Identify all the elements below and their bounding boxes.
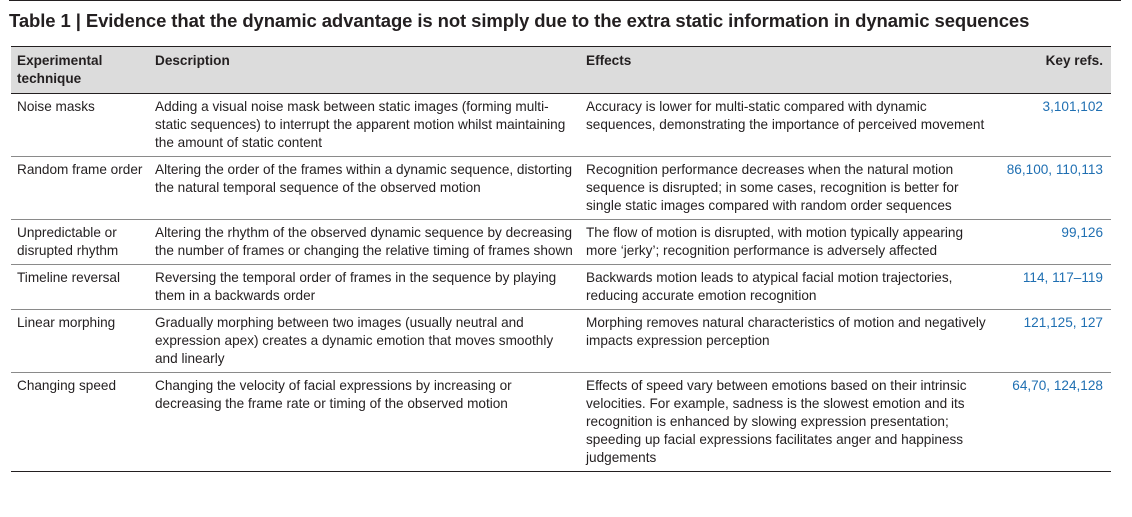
table-row xyxy=(11,310,1111,373)
cell-effects: Accuracy is lower for multi-static compared with dynamic sequences, demonstrating the importance of perceived movement xyxy=(580,94,994,157)
table-row xyxy=(11,94,1111,157)
cell-refs xyxy=(994,94,1111,157)
cell-technique: Random frame order xyxy=(11,157,149,220)
table-title: Table 1 | Evidence that the dynamic advantage is not simply due to the extra static information in dynamic sequences xyxy=(9,10,1030,31)
cell-description: Altering the order of the frames within a dynamic sequence, distorting the natural temporal sequence of the observed motion xyxy=(149,157,580,220)
table-body xyxy=(11,94,1111,472)
header-description: Description xyxy=(149,47,580,94)
table-row xyxy=(11,265,1111,310)
cell-technique: Unpredictable or disrupted rhythm xyxy=(11,220,149,265)
header-row xyxy=(11,47,1111,94)
table-title-block xyxy=(9,0,1121,34)
cell-description: Reversing the temporal order of frames in the sequence by playing them in a backwards order xyxy=(149,265,580,310)
cell-refs xyxy=(994,373,1111,472)
cell-refs xyxy=(994,220,1111,265)
table-row xyxy=(11,157,1111,220)
table-header xyxy=(11,47,1111,94)
header-key-refs: Key refs. xyxy=(994,47,1111,94)
cell-technique: Linear morphing xyxy=(11,310,149,373)
cell-effects: Effects of speed vary between emotions based on their intrinsic velocities. For example, sadness is the slowest emotion and its recognition is enhanced by slowing expression presentation; speeding up facial expressions facilitates anger and happiness judgements xyxy=(580,373,994,472)
cell-description: Changing the velocity of facial expressions by increasing or decreasing the frame rate or timing of the observed motion xyxy=(149,373,580,472)
cell-technique: Changing speed xyxy=(11,373,149,472)
cell-effects: Recognition performance decreases when the natural motion sequence is disrupted; in some cases, recognition is better for single static images compared with random order sequences xyxy=(580,157,994,220)
ref-link[interactable]: 64,70, 124,128 xyxy=(1012,378,1103,393)
ref-link[interactable]: 86,100, 110,113 xyxy=(1006,162,1103,177)
ref-link[interactable]: 99,126 xyxy=(1061,225,1103,240)
cell-effects: Backwards motion leads to atypical facial motion trajectories, reducing accurate emotion recognition xyxy=(580,265,994,310)
table-row xyxy=(11,220,1111,265)
cell-effects: Morphing removes natural characteristics of motion and negatively impacts expression perception xyxy=(580,310,994,373)
cell-technique: Noise masks xyxy=(11,94,149,157)
header-effects: Effects xyxy=(580,47,994,94)
header-technique: Experimental technique xyxy=(11,47,149,94)
ref-link[interactable]: 114, 117–119 xyxy=(1022,270,1103,285)
cell-effects: The flow of motion is disrupted, with motion typically appearing more ‘jerky’; recognition performance is adversely affected xyxy=(580,220,994,265)
ref-link[interactable]: 3,101,102 xyxy=(1042,99,1103,114)
cell-refs xyxy=(994,265,1111,310)
cell-description: Adding a visual noise mask between static images (forming multi-static sequences) to interrupt the apparent motion whilst maintaining the amount of static content xyxy=(149,94,580,157)
evidence-table xyxy=(11,46,1111,472)
table-row xyxy=(11,373,1111,472)
cell-description: Gradually morphing between two images (usually neutral and expression apex) creates a dynamic emotion that moves smoothly and linearly xyxy=(149,310,580,373)
cell-refs xyxy=(994,310,1111,373)
cell-description: Altering the rhythm of the observed dynamic sequence by decreasing the number of frames or changing the relative timing of frames shown xyxy=(149,220,580,265)
ref-link[interactable]: 121,125, 127 xyxy=(1023,315,1103,330)
cell-technique: Timeline reversal xyxy=(11,265,149,310)
cell-refs xyxy=(994,157,1111,220)
